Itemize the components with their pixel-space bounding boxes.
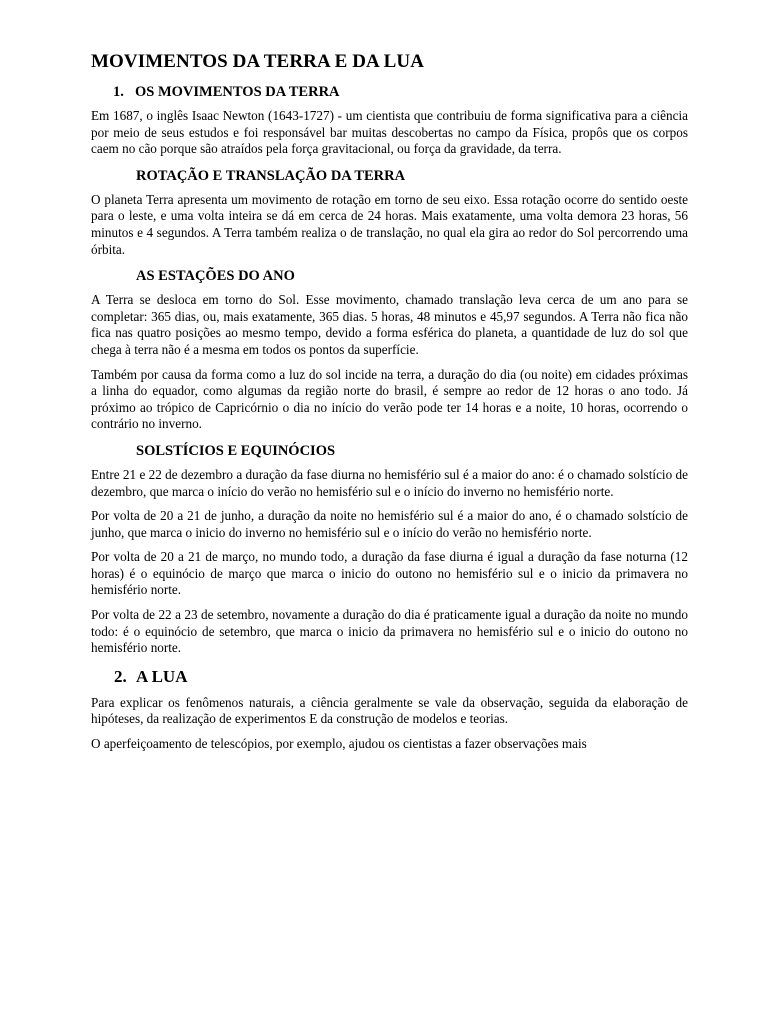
rotation-heading: ROTAÇÃO E TRANSLAÇÃO DA TERRA (136, 167, 406, 184)
seasons-heading: AS ESTAÇÕES DO ANO (136, 268, 295, 285)
solstices-paragraph-2: Por volta de 20 a 21 de junho, a duração da noite no hemisfério sul é a maior do ano, é o chamado solstício de junho, que marca o inicio do inverno no hemisfério sul e o início do verão no hemisfério norte. (91, 508, 688, 540)
section-2-number: 2. (114, 666, 127, 686)
document-title: MOVIMENTOS DA TERRA E DA LUA (91, 51, 425, 72)
section-1-heading (91, 83, 688, 101)
section-2-heading (91, 667, 688, 687)
solstices-paragraph-3: Por volta de 20 a 21 de março, no mundo todo, a duração da fase diurna é igual a duração da fase noturna (12 horas) é o equinócio de março que marca o inicio do outono no hemisfério sul e o inicio da primavera no hemisfério norte. (91, 549, 688, 598)
solstices-paragraph-1: Entre 21 e 22 de dezembro a duração da fase diurna no hemisfério sul é a maior do ano: é o chamado solstício de dezembro, que marca o início do verão no hemisfério sul e o início do inverno no hemisfério norte. (91, 466, 688, 499)
solstices-heading: SOLSTÍCIOS E EQUINÓCIOS (136, 442, 336, 459)
section-1-number: 1. (113, 84, 124, 100)
section-1-title: OS MOVIMENTOS DA TERRA (135, 84, 340, 100)
seasons-paragraph-2: Também por causa da forma como a luz do sol incide na terra, a duração do dia (ou noite) em cidades próximas a linha do equador, como algumas da região norte do brasil, é sempre ao redor de 12 horas o ano todo. Já próximo ao trópico de Capricórnio o dia no início do verão pode ter 14 horas e a noite, 10 horas, ocorrendo o contrário no inverno. (91, 366, 688, 432)
document-page (91, 50, 688, 761)
section-1-intro-paragraph: Em 1687, o inglês Isaac Newton (1643-1727) - um cientista que contribuiu de forma significativa para a ciência por meio de seus estudos e foi responsável bar muitas descobertas no campo da Física, propôs que os corpos caem no cão porque são atraídos pela força gravitacional, ou força da gravidade, da terra. (91, 108, 688, 157)
solstices-paragraph-4: Por volta de 22 a 23 de setembro, novamente a duração do dia é praticamente igual a duração da noite no mundo todo: é o equinócio de setembro, que marca o inicio da primavera no hemisfério sul e o inicio do outono no hemisfério norte. (91, 607, 688, 656)
seasons-paragraph-1: A Terra se desloca em torno do Sol. Esse movimento, chamado translação leva cerca de um ano para se completar: 365 dias, ou, mais exatamente, 365 dias. 5 horas, 48 minutos e 45,97 segundos. A Terra não fica não fica nas quatro posições ao mesmo tempo, devido a forma esférica do planeta, a quantidade de luz do sol que chega à terra não é a mesma em todos os pontos da superfície. (91, 292, 688, 357)
moon-paragraph-2: O aperfeiçoamento de telescópios, por exemplo, ajudou os cientistas a fazer observações mais (91, 736, 587, 752)
rotation-paragraph: O planeta Terra apresenta um movimento de rotação em torno de seu eixo. Essa rotação ocorre do sentido oeste para o leste, e uma volta inteira se dá em cerca de 24 horas. Mais exatamente, uma volta demora 23 horas, 56 minutos e 4 segundos. A Terra também realiza o de translação, no qual ela gira ao redor do Sol percorrendo uma órbita. (91, 191, 688, 257)
moon-paragraph-1: Para explicar os fenômenos naturais, a ciência geralmente se vale da observação, seguida da elaboração de hipóteses, da realização de experimentos E da construção de modelos e teorias. (91, 694, 688, 727)
section-2-title: A LUA (136, 666, 188, 686)
